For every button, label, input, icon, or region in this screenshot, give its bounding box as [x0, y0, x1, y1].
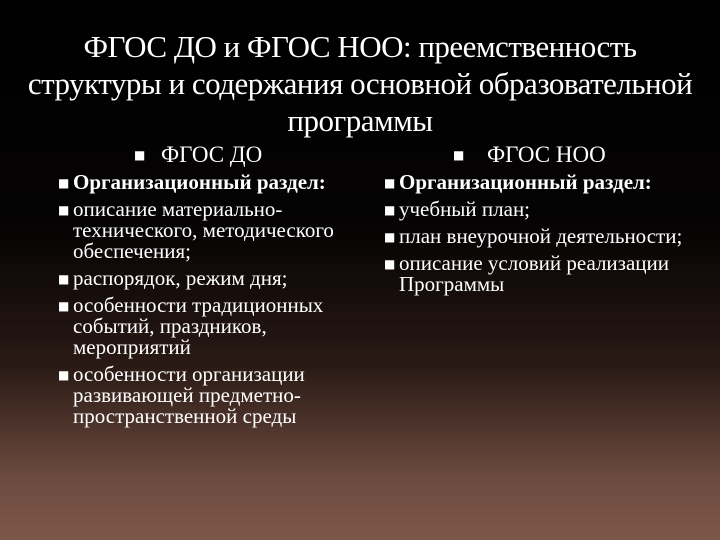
- square-bullet-icon: ■: [384, 203, 396, 217]
- column-fgos-do: [58, 142, 358, 433]
- square-bullet-icon: ■: [58, 299, 70, 313]
- list-item: [384, 253, 684, 295]
- list-item-text: особенности организации развивающей предметно-пространственной среды: [73, 362, 305, 428]
- list-item-text: Организационный раздел:: [73, 170, 326, 194]
- list-item-text: описание условий реализации Программы: [399, 251, 669, 296]
- square-bullet-icon: ■: [453, 148, 465, 162]
- list-item-text: учебный план;: [399, 197, 531, 221]
- list-item: [58, 199, 358, 262]
- column-heading: [384, 142, 684, 168]
- list-item: [58, 172, 358, 193]
- square-bullet-icon: ■: [384, 230, 396, 244]
- slide-title: ФГОС ДО и ФГОС НОО: преемственность структуры и содержания основной образовательной программы: [27, 29, 693, 138]
- square-bullet-icon: ■: [384, 257, 396, 271]
- list-item-text: Организационный раздел:: [399, 170, 652, 194]
- column-heading-text: ФГОС НОО: [487, 142, 606, 167]
- list-item-text: описание материально-технического, методического обеспечения;: [73, 197, 334, 263]
- column-fgos-noo: [384, 142, 684, 301]
- list-item-text: особенности традиционных событий, праздников, мероприятий: [73, 293, 324, 359]
- square-bullet-icon: ■: [384, 176, 396, 190]
- square-bullet-icon: ■: [58, 272, 70, 286]
- list-item: [384, 172, 684, 193]
- item-list: [58, 172, 358, 427]
- square-bullet-icon: ■: [58, 203, 70, 217]
- square-bullet-icon: ■: [58, 176, 70, 190]
- list-item: [58, 295, 358, 358]
- list-item-text: план внеурочной деятельности;: [399, 224, 683, 248]
- list-item-text: распорядок, режим дня;: [73, 266, 288, 290]
- column-heading-text: ФГОС ДО: [161, 142, 263, 167]
- list-item: [58, 268, 358, 289]
- item-list: [384, 172, 684, 295]
- list-item: [384, 199, 684, 220]
- list-item: [384, 226, 684, 247]
- square-bullet-icon: ■: [134, 148, 146, 162]
- column-heading: [58, 142, 358, 168]
- square-bullet-icon: ■: [58, 368, 70, 382]
- list-item: [58, 364, 358, 427]
